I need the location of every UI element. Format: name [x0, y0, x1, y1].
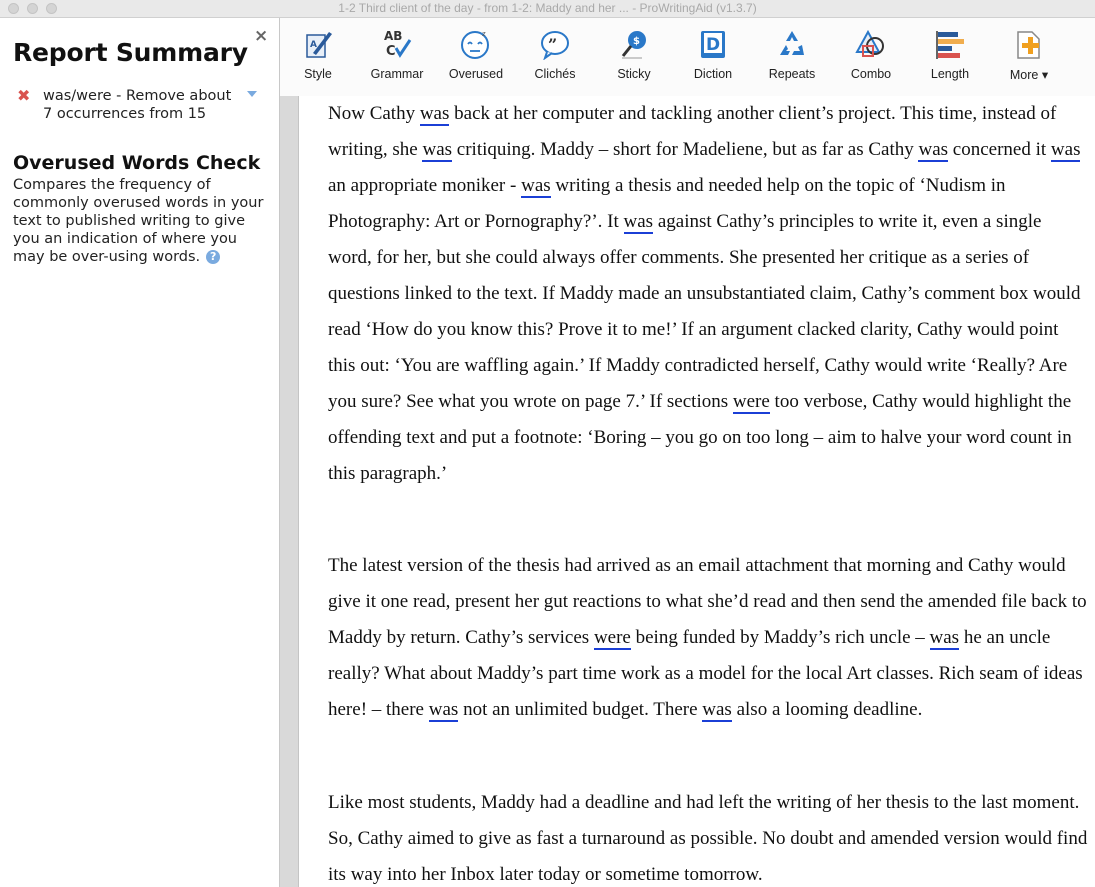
- highlighted-word[interactable]: were: [593, 627, 631, 648]
- more-icon: [1013, 28, 1045, 60]
- highlighted-word[interactable]: was: [521, 175, 551, 196]
- expand-arrow-icon[interactable]: [247, 91, 257, 97]
- highlighted-word[interactable]: was: [428, 699, 459, 720]
- more-button[interactable]: [991, 18, 1067, 96]
- text-run: also a looming deadline.: [731, 699, 923, 720]
- text-run: not an unlimited budget. There: [458, 699, 703, 720]
- repeats-label: Repeats: [768, 67, 816, 81]
- sticky-icon: [618, 28, 650, 60]
- report-toolbar: [280, 18, 1095, 97]
- sidebar-title: Report Summary: [13, 38, 248, 67]
- paragraph[interactable]: [328, 785, 1088, 887]
- text-run: Like most students, Maddy had a deadline and had left the writing of her thesis to the last moment. So, Cathy aimed to give as fast a turnaround as possible. No doubt and amended version would find its way into her Inbox later today or sometime tomorrow.: [328, 792, 1088, 885]
- highlighted-word[interactable]: was: [623, 211, 654, 232]
- help-icon[interactable]: ?: [206, 250, 220, 264]
- error-x-icon: ✖: [17, 86, 31, 105]
- text-run: against Cathy’s principles to write it, even a single word, for her, but she could always offer comments. She presented her critique as a series of questions linked to the text. If Maddy made an unsubstantiated claim, Cathy’s comment box would read ‘How do you know this? Prove it to me!’ If an argument clacked clarity, Cathy would point this out: ‘You are waffling again.’ If Maddy contradicted herself, Cathy would write ‘Really? Are you sure? See what you wrote on page 7.’ If sections: [328, 211, 1081, 412]
- sticky-label: Sticky: [617, 67, 651, 81]
- issue-text: was/were - Remove about 7 occurrences from 15: [43, 88, 232, 122]
- highlighted-word[interactable]: was: [702, 699, 732, 720]
- cliches-button[interactable]: [517, 18, 593, 96]
- svg-text:”: ”: [548, 35, 558, 54]
- length-icon: [934, 28, 966, 60]
- svg-text:A: A: [310, 40, 317, 50]
- highlighted-word[interactable]: was: [419, 103, 450, 124]
- overused-button[interactable]: [438, 18, 514, 96]
- text-run: he an uncle really? What about Maddy’s part time work as a model for the local Art classes. Rich seam of ideas here! – there: [328, 627, 1083, 720]
- length-label: Length: [930, 67, 970, 81]
- overused-icon: [460, 28, 492, 60]
- text-run: being funded by Maddy’s rich uncle –: [630, 627, 930, 648]
- paragraph[interactable]: [328, 96, 1088, 492]
- grammar-button[interactable]: [359, 18, 435, 96]
- diction-button[interactable]: [675, 18, 751, 96]
- repeats-button[interactable]: [754, 18, 830, 96]
- cliches-icon: [539, 28, 571, 60]
- svg-text:D: D: [706, 35, 721, 55]
- combo-label: Combo: [850, 67, 892, 81]
- sticky-button[interactable]: [596, 18, 672, 96]
- diction-icon: [697, 28, 729, 60]
- style-button[interactable]: [280, 18, 356, 96]
- svg-text:$: $: [633, 36, 640, 47]
- text-run: writing a thesis and needed help on the topic of ‘Nudism in Photography: Art or Pornography?’. It: [328, 175, 1006, 232]
- repeats-icon: [776, 28, 808, 60]
- window-title: 1-2 Third client of the day - from 1-2: Maddy and her ... - ProWritingAid (v1.3.7): [338, 1, 757, 15]
- window-titlebar: [0, 0, 1095, 18]
- cliches-label: Clichés: [534, 67, 576, 81]
- svg-text:C: C: [386, 44, 396, 59]
- text-run: concerned it: [948, 139, 1051, 160]
- highlighted-word[interactable]: was: [422, 139, 453, 160]
- diction-label: Diction: [693, 67, 733, 81]
- text-run: critiquing. Maddy – short for Madeliene, but as far as Cathy: [452, 139, 919, 160]
- highlighted-word[interactable]: was: [1050, 139, 1081, 160]
- overused-label: Overused: [448, 67, 504, 81]
- text-run: The latest version of the thesis had arrived as an email attachment that morning and Cathy would give it one read, present her gut reactions to what she’d read and then send the amended file back to Maddy by return. Cathy’s services: [328, 555, 1087, 648]
- check-description-text: Compares the frequency of commonly overused words in your text to published writing to give you an indication of where you may be over-using words.: [13, 177, 264, 265]
- text-run: too verbose, Cathy would highlight the offending text and put a footnote: ‘Boring – you go on too long – aim to halve your word count in this paragraph.’: [328, 391, 1072, 484]
- editor-gutter: [280, 96, 299, 887]
- grammar-label: Grammar: [370, 67, 424, 81]
- highlighted-word[interactable]: was: [918, 139, 949, 160]
- check-title: Overused Words Check: [13, 152, 261, 174]
- style-label: Style: [304, 67, 332, 81]
- document-editor[interactable]: [299, 96, 1095, 887]
- text-run: an appropriate moniker -: [328, 175, 522, 196]
- length-button[interactable]: [912, 18, 988, 96]
- combo-icon: [855, 28, 887, 60]
- highlighted-word[interactable]: were: [732, 391, 770, 412]
- text-run: back at her computer and tackling another client’s project. This time, instead of writing, she: [328, 103, 1057, 160]
- close-icon[interactable]: ×: [254, 26, 269, 46]
- paragraph[interactable]: [328, 548, 1088, 728]
- check-description: [13, 176, 268, 266]
- highlighted-word[interactable]: was: [929, 627, 960, 648]
- grammar-icon: [381, 28, 413, 60]
- more-label: More ▾: [1009, 68, 1049, 82]
- report-summary-sidebar: [0, 18, 280, 887]
- style-icon: [302, 28, 334, 60]
- combo-button[interactable]: [833, 18, 909, 96]
- svg-text:z: z: [482, 30, 486, 38]
- svg-text:AB: AB: [384, 29, 403, 43]
- text-run: Now Cathy: [328, 103, 420, 124]
